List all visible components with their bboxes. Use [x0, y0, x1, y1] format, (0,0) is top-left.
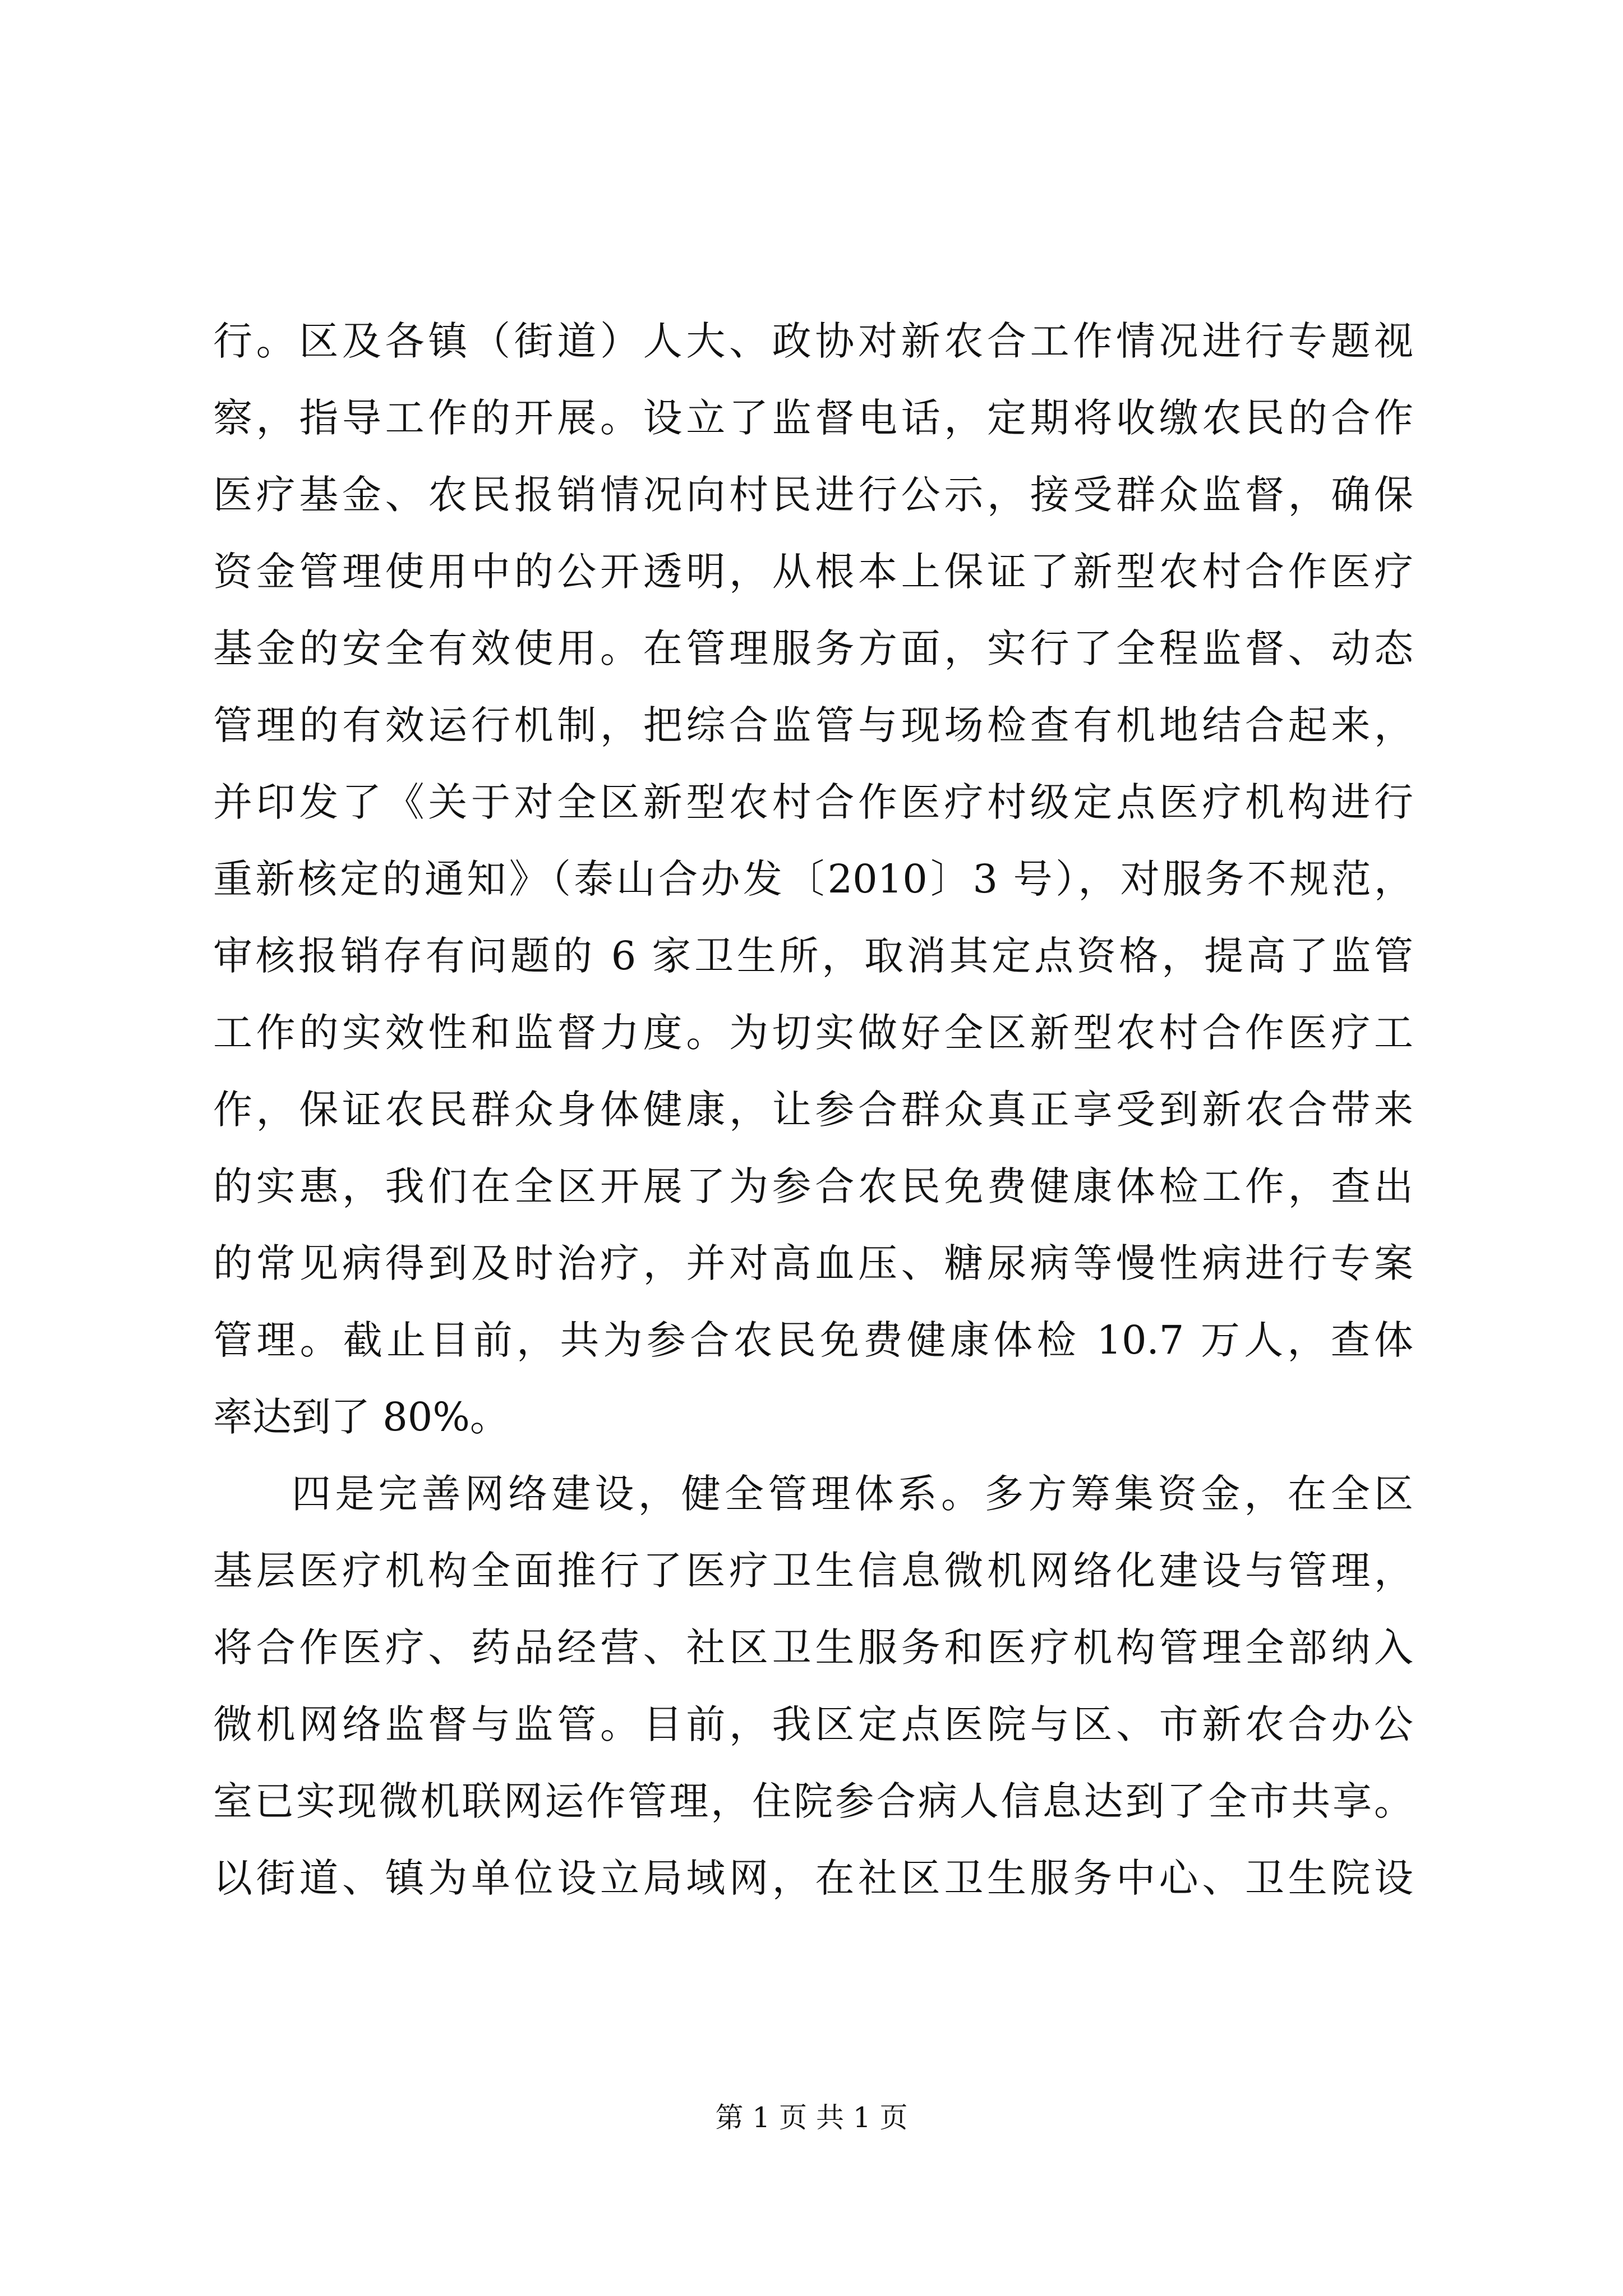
text-line: 基层医疗机构全面推行了医疗卫生信息微机网络化建设与管理，: [213, 1548, 1413, 1594]
text-line: 医疗基金、农民报销情况向村民进行公示，接受群众监督，确保: [213, 472, 1413, 518]
text-line: 的常见病得到及时治疗，并对高血压、糖尿病等慢性病进行专案: [213, 1240, 1413, 1286]
text-line: 率达到了 80%。: [213, 1394, 509, 1440]
text-line: 察，指导工作的开展。设立了监督电话，定期将收缴农民的合作: [213, 395, 1413, 441]
text-line: 管理。截止目前，共为参合农民免费健康体检 10.7 万人，查体: [213, 1317, 1413, 1363]
text-line: 资金管理使用中的公开透明，从根本上保证了新型农村合作医疗: [213, 549, 1413, 595]
text-line: 微机网络监督与监管。目前，我区定点医院与区、市新农合办公: [213, 1701, 1413, 1747]
text-line: 将合作医疗、药品经营、社区卫生服务和医疗机构管理全部纳入: [213, 1625, 1413, 1671]
text-line: 室已实现微机联网运作管理，住院参合病人信息达到了全市共享。: [213, 1778, 1413, 1824]
text-line: 基金的安全有效使用。在管理服务方面，实行了全程监督、动态: [213, 625, 1413, 671]
text-line: 工作的实效性和监督力度。为切实做好全区新型农村合作医疗工: [213, 1010, 1413, 1056]
page-number: 第 1 页 共 1 页: [715, 2101, 908, 2134]
text-line: 以街道、镇为单位设立局域网，在社区卫生服务中心、卫生院设: [213, 1855, 1413, 1901]
text-line: 四是完善网络建设，健全管理体系。多方筹集资金，在全区: [292, 1471, 1413, 1517]
text-line: 审核报销存有问题的 6 家卫生所，取消其定点资格，提高了监管: [213, 933, 1413, 979]
text-line: 管理的有效运行机制，把综合监管与现场检查有机地结合起来，: [213, 702, 1413, 748]
text-line: 重新核定的通知》（泰山合办发〔2010〕3 号），对服务不规范，: [213, 856, 1413, 902]
body-text: [213, 303, 1413, 1917]
text-line: 行。区及各镇（街道）人大、政协对新农合工作情况进行专题视: [213, 318, 1413, 364]
page-footer: [0, 2101, 1623, 2134]
text-line: 的实惠，我们在全区开展了为参合农民免费健康体检工作，查出: [213, 1163, 1413, 1209]
text-line: 并印发了《关于对全区新型农村合作医疗村级定点医疗机构进行: [213, 779, 1413, 825]
text-line: 作，保证农民群众身体健康，让参合群众真正享受到新农合带来: [213, 1087, 1413, 1133]
